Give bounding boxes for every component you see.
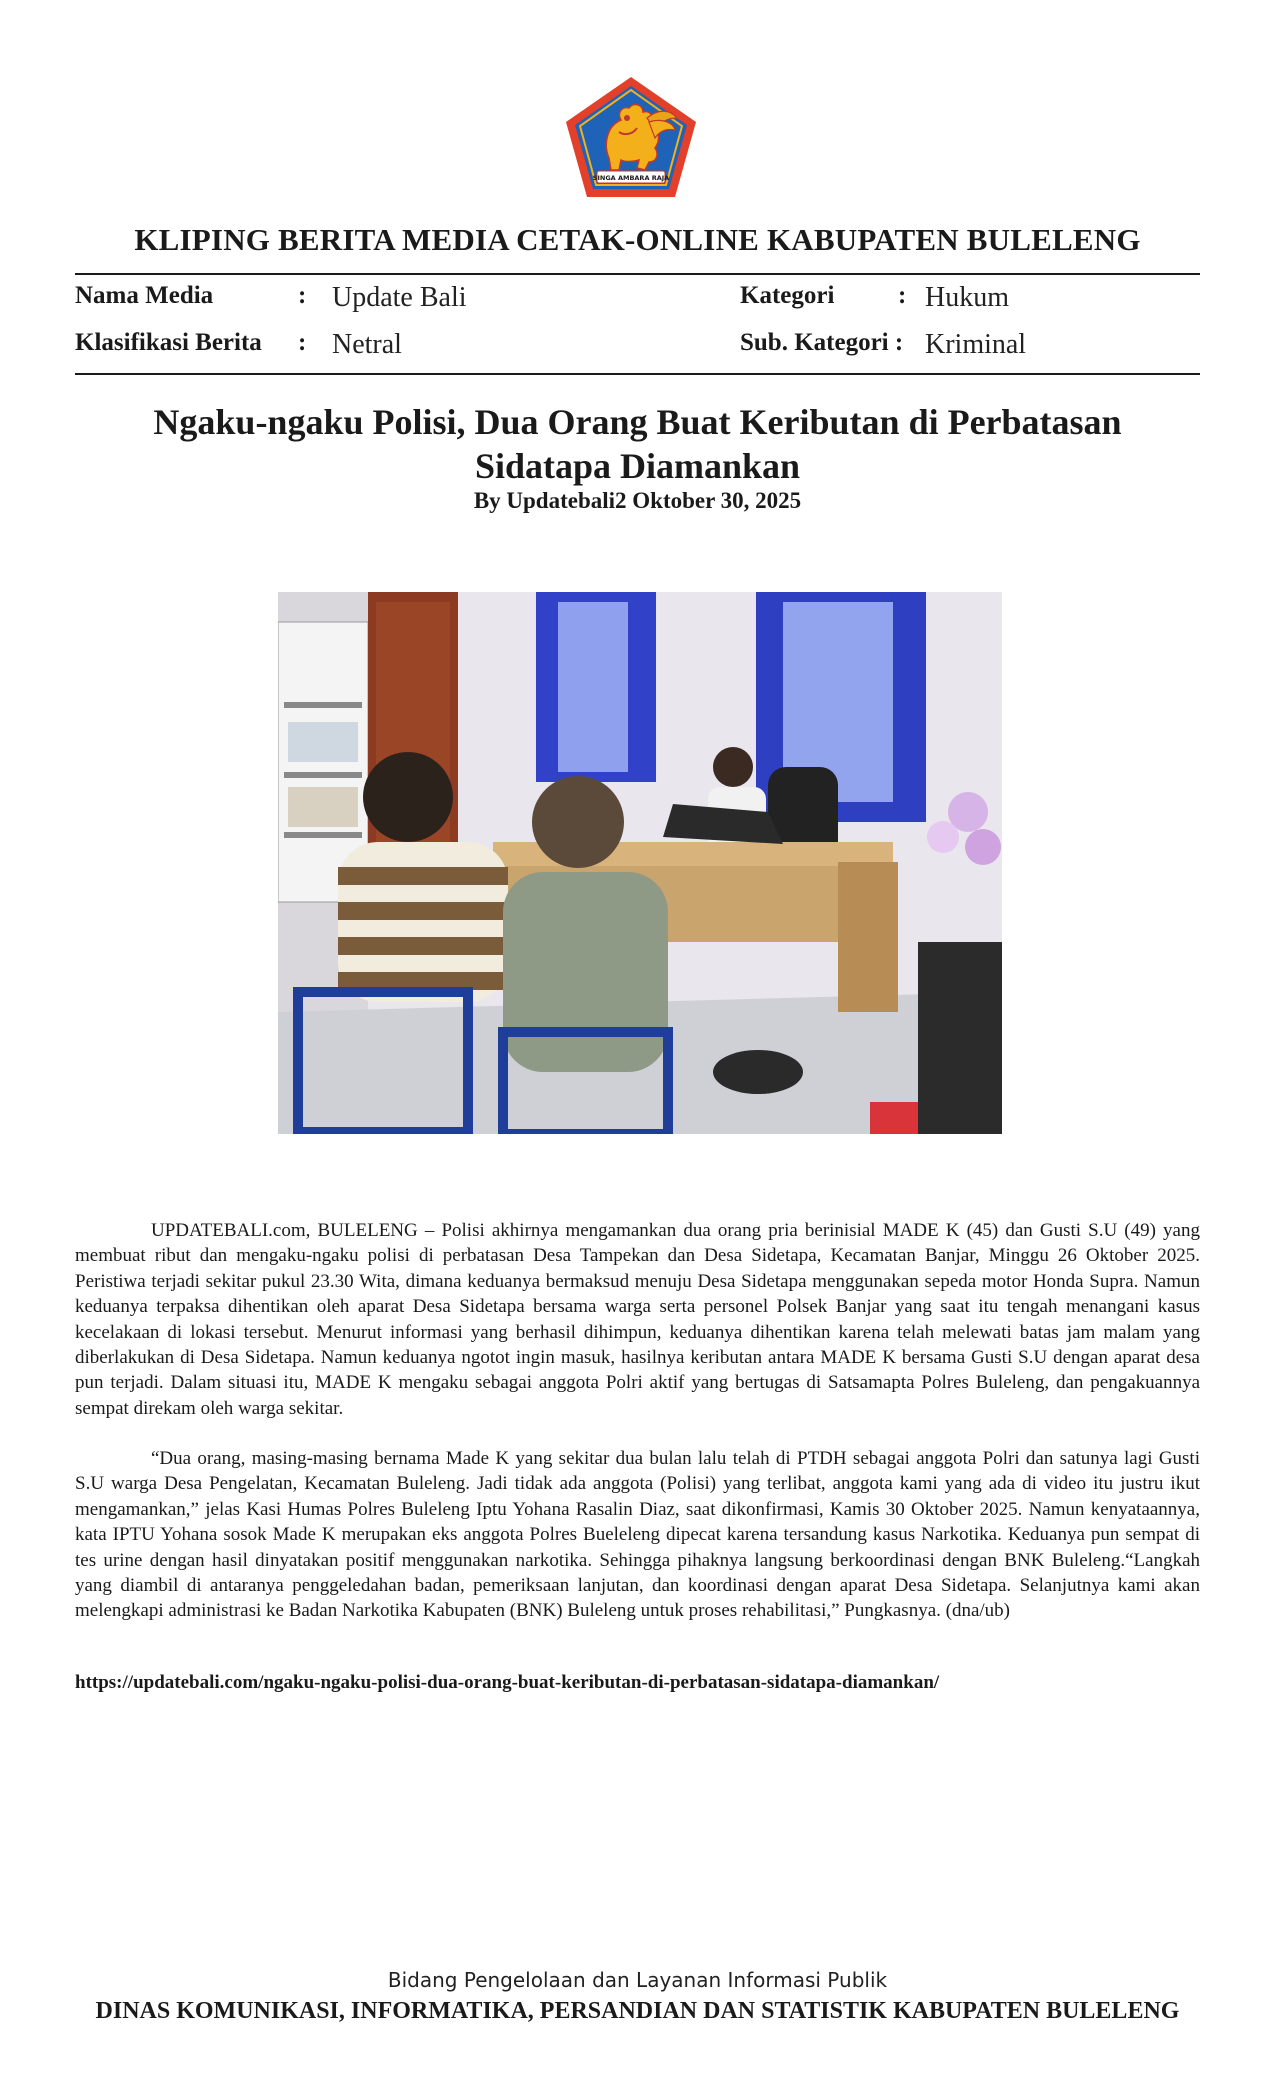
klasifikasi-label: Klasifikasi Berita <box>75 329 262 356</box>
divider-top <box>75 273 1200 275</box>
source-link[interactable]: https://updatebali.com/ngaku-ngaku-polisi-dua-orang-buat-keributan-di-perbatasan-sidatapa-diamankan/ <box>75 1672 940 1693</box>
page-title: KLIPING BERITA MEDIA CETAK-ONLINE KABUPATEN BULELENG <box>134 222 1141 257</box>
nama-media-value: Update Bali <box>332 282 467 313</box>
kategori-label: Kategori <box>740 282 835 309</box>
sub-kategori-label: Sub. Kategori : <box>740 329 904 356</box>
nama-media-colon: : <box>298 282 307 309</box>
article-headline: Ngaku-ngaku Polisi, Dua Orang Buat Keributan di Perbatasan Sidatapa Diamankan <box>153 402 1122 486</box>
footer-department: Bidang Pengelolaan dan Layanan Informasi Publik <box>387 1968 888 1992</box>
klasifikasi-value: Netral <box>332 329 402 360</box>
news-photo-interrogation-room-icon <box>278 592 1002 1134</box>
nama-media-label: Nama Media <box>75 282 214 309</box>
footer-agency: DINAS KOMUNIKASI, INFORMATIKA, PERSANDIAN DAN STATISTIK KABUPATEN BULELENG <box>95 1998 1180 2024</box>
article-paragraph-1: UPDATEBALI.com, BULELENG – Polisi akhirnya mengamankan dua orang pria berinisial MADE K (45) dan Gusti S.U (49) yang membuat ribut dan mengaku-ngaku polisi di perbatasan Desa Tampekan dan Desa Sidetapa, Kecamatan Banjar, Minggu 26 Oktober 2025. Peristiwa terjadi sekitar pukul 23.30 Wita, dimana keduanya bermaksud menuju Desa Sidetapa menggunakan sepeda motor Honda Supra. Namun keduanya terpaksa dihentikan oleh aparat Desa Sidetapa bersama warga serta personel Polsek Banjar yang saat itu tengah menangani kasus kecelakaan di lokasi tersebut. Menurut informasi yang berhasil dihimpun, keduanya dihentikan karena telah melewati batas jam malam yang diberlakukan di Desa Sidetapa. Namun keduanya ngotot ingin masuk, hasilnya keributan antara MADE K bersama Gusti S.U dengan aparat desa pun terjadi. Dalam situasi itu, MADE K mengaku sebagai anggota Polri aktif yang bertugas di Satsamapta Polres Buleleng, dan pengakuannya sempat direkam oleh warga sekitar. <box>75 1220 1200 1419</box>
news-photo <box>278 592 1002 1134</box>
article-paragraph-2: “Dua orang, masing-masing bernama Made K yang sekitar dua bulan lalu telah di PTDH sebagai anggota Polri dan satunya lagi Gusti S.U warga Desa Pengelatan, Kecamatan Buleleng. Jadi tidak ada anggota (Polisi) yang terlibat, anggota kami yang ada di video itu justru ikut mengamankan,” jelas Kasi Humas Polres Buleleng Iptu Yohana Rasalin Diaz, saat dikonfirmasi, Kamis 30 Oktober 2025. Namun kenyataannya, kata IPTU Yohana sosok Made K merupakan eks anggota Polres Bueleleng dipecat karena tersandung kasus Narkotika. Keduanya pun sempat di tes urine dengan hasil dinyatakan positif menggunakan narkotika. Sehingga pihaknya langsung berkoordinasi dengan BNK Buleleng.“Langkah yang diambil di antaranya penggeledahan badan, pemeriksaan lanjutan, dan koordinasi dengan aparat Desa Sidetapa. Selanjutnya kami akan melengkapi administrasi ke Badan Narkotika Kabupaten (BNK) Buleleng untuk proses rehabilitasi,” Pungkasnya. (dna/ub) <box>75 1448 1200 1622</box>
sub-kategori-value: Kriminal <box>925 329 1027 360</box>
divider-bottom <box>75 373 1200 375</box>
kategori-value: Hukum <box>925 282 1009 313</box>
article-byline: By Updatebali2 Oktober 30, 2025 <box>473 488 802 513</box>
klasifikasi-colon: : <box>298 329 307 356</box>
regency-emblem-icon <box>563 74 699 200</box>
kategori-colon: : <box>898 282 907 309</box>
emblem-motto: SINGA AMBARA RAJA <box>592 174 670 182</box>
